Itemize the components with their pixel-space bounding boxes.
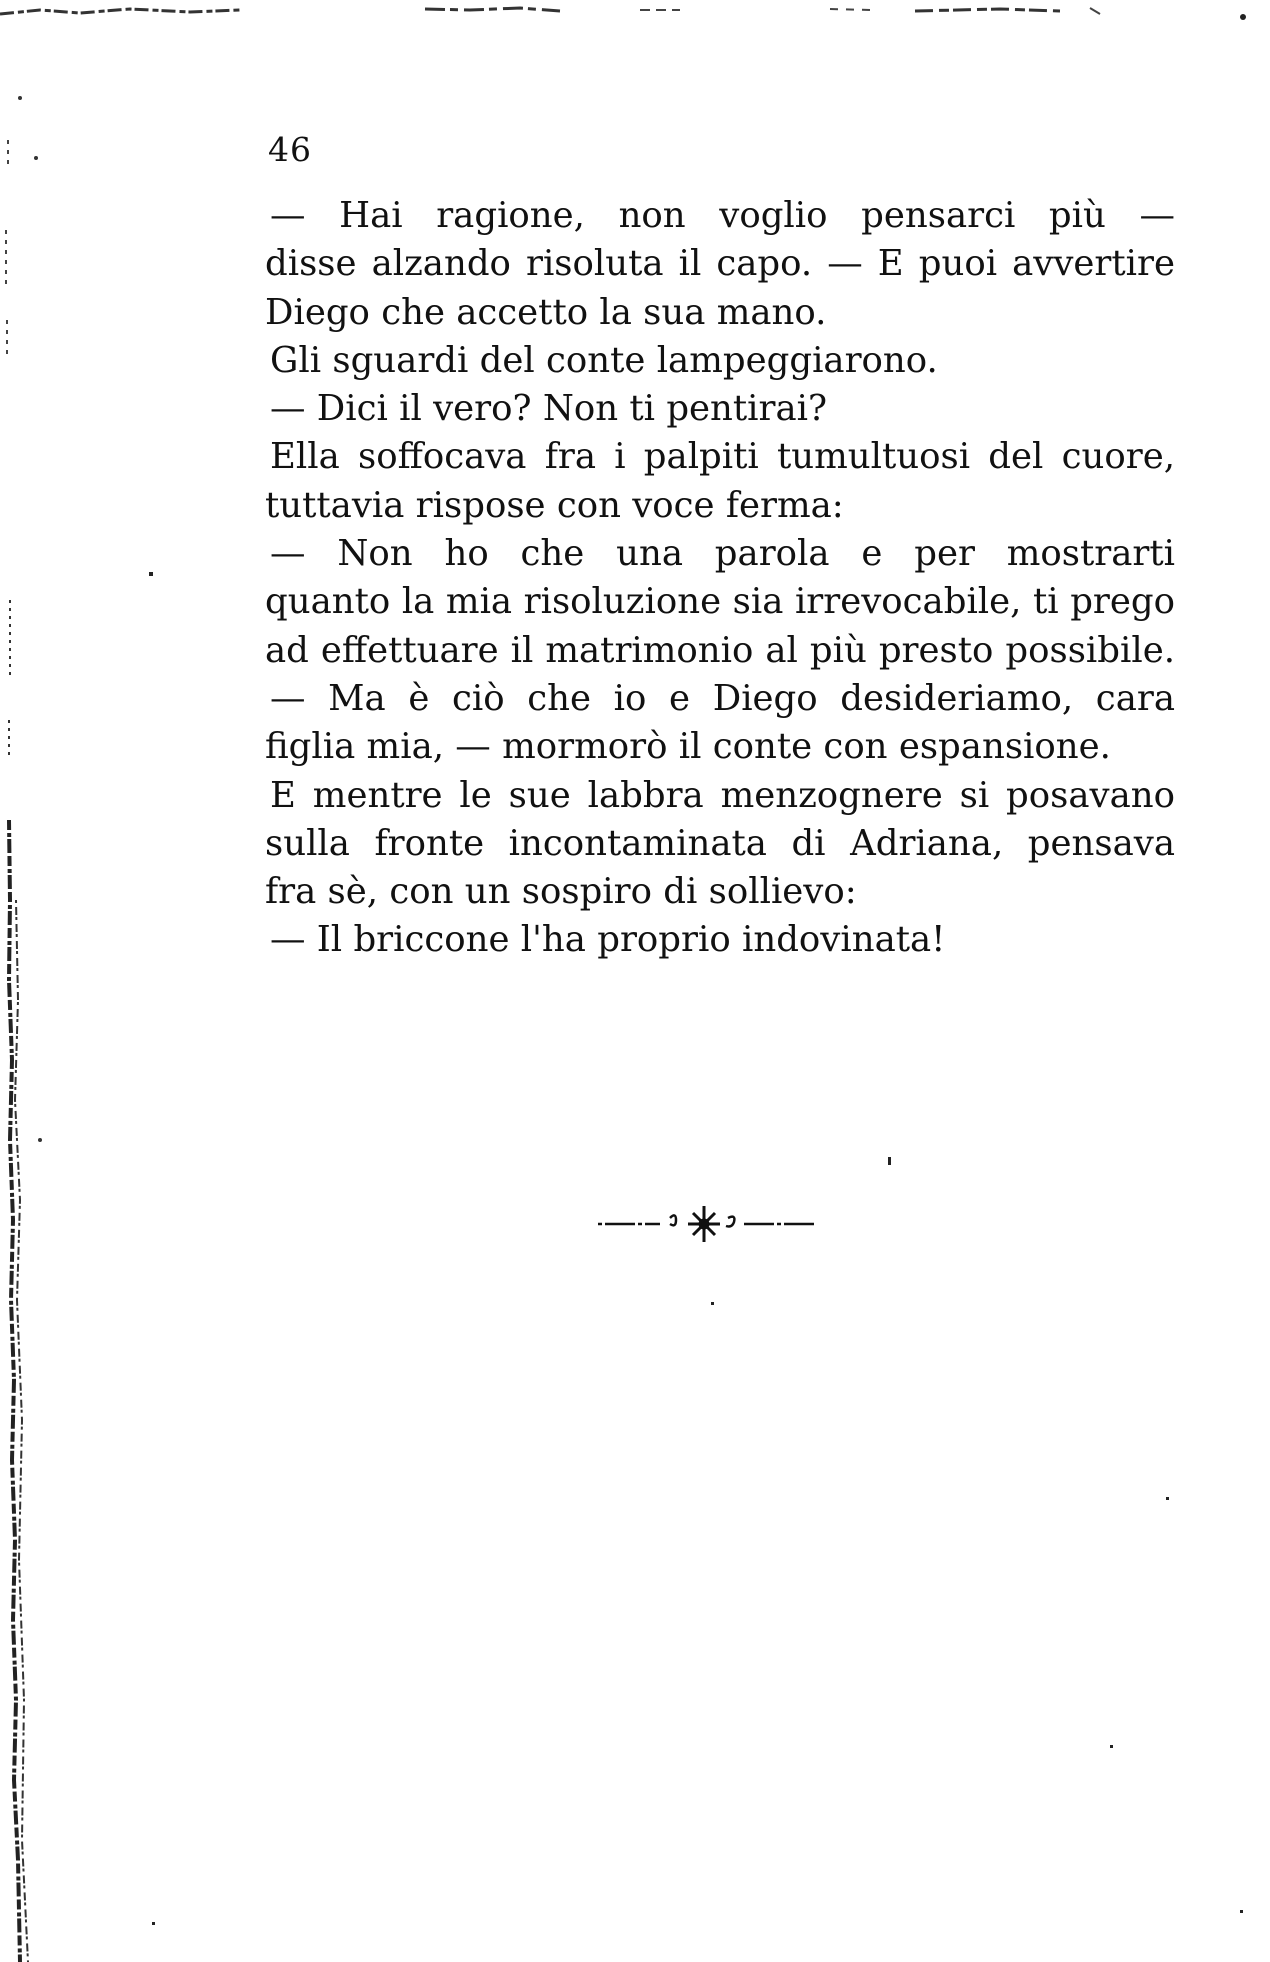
text-line: E mentre le sue labbra menzognere si posavano [270,774,1175,816]
text-line: Diego che accetto la sua mano. [265,291,827,333]
scan-left-edge-artifact [0,0,50,1962]
text-line: sulla fronte incontaminata di Adriana, pensava [265,822,1175,864]
text-line: quanto la mia risoluzione sia irrevocabile, ti prego [265,581,1175,623]
text-line: Ella soffocava fra i palpiti tumultuosi del cuore, [270,436,1175,478]
text-line: — Non ho che una parola e per mostrarti [270,533,1175,575]
text-line: fra sè, con un sospiro di sollievo: [265,871,857,913]
text-line: tuttavia rispose con voce ferma: [265,484,844,526]
text-line: — Ma è ciò che io e Diego desideriamo, cara [270,677,1175,719]
text-line: — Hai ragione, non voglio pensarci più — [270,195,1175,236]
scan-speck [152,1922,155,1925]
text-line: — Dici il vero? Non ti pentirai? [270,388,828,430]
scan-top-edge-artifact [0,0,1270,26]
text-line: disse alzando risoluta il capo. — E puoi avvertire [265,243,1175,285]
text-line: Gli sguardi del conte lampeggiarono. [270,339,938,381]
section-end-ornament [598,1196,818,1246]
text-line: — Il briccone l'ha proprio indovinata! [270,919,946,961]
scan-speck [1240,1910,1243,1913]
text-line: ad effettuare il matrimonio al più presto possibile. [265,629,1175,671]
scan-speck [1166,1497,1169,1500]
text-line: figlia mia, — mormorò il conte con espansione. [265,726,1111,768]
page-number: 46 [268,130,312,169]
body-text [265,192,1175,965]
scan-speck [888,1157,891,1165]
scan-speck [1110,1745,1113,1748]
scan-speck [711,1302,714,1305]
scan-speck [149,572,153,576]
